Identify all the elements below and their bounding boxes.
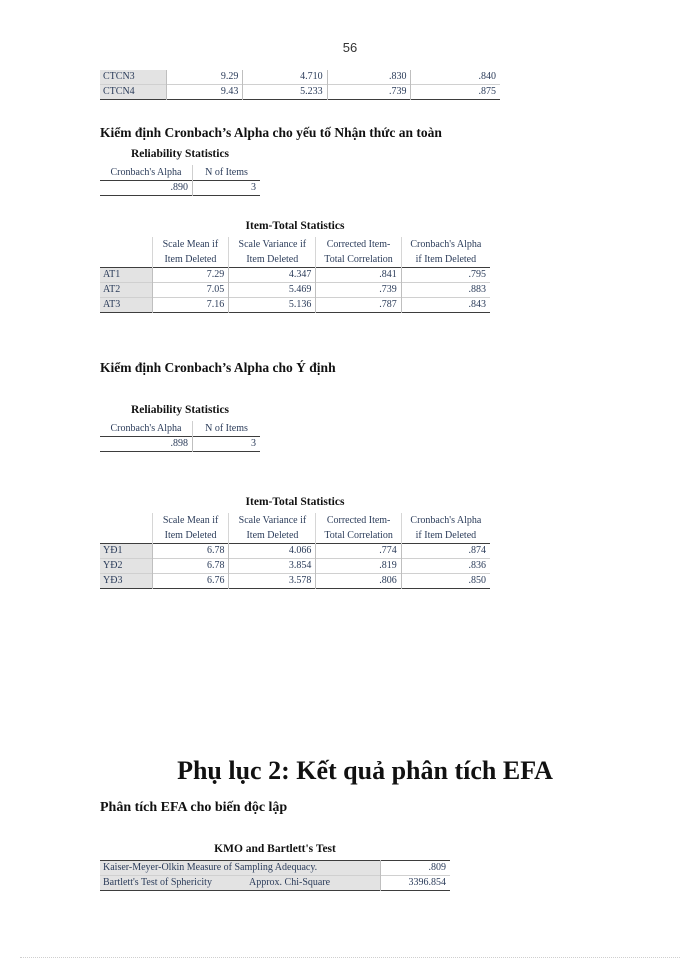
cell: .787	[316, 298, 401, 313]
cell: 4.710	[243, 70, 327, 85]
column-header: Scale Mean if	[152, 237, 229, 252]
cell: 5.469	[229, 283, 316, 298]
table-row	[100, 268, 490, 283]
cell: 9.29	[167, 70, 243, 85]
column-header: Total Correlation	[316, 252, 401, 268]
column-header: Item Deleted	[152, 252, 229, 268]
cell: .883	[401, 283, 490, 298]
page-bottom-divider	[20, 957, 680, 958]
table-row	[100, 85, 500, 100]
row-label: CTCN3	[100, 70, 167, 85]
table-header	[100, 513, 490, 528]
column-header: Cronbach's Alpha	[401, 237, 490, 252]
column-header: Cronbach's Alpha	[110, 167, 182, 178]
kmo-table	[100, 860, 450, 891]
column-header: Item Deleted	[152, 528, 229, 544]
reliability-title: Reliability Statistics	[130, 404, 230, 416]
cell: 5.136	[229, 298, 316, 313]
cell: 4.347	[229, 268, 316, 283]
row-sublabel: Approx. Chi-Square	[246, 876, 381, 891]
kmo-value: .809	[381, 861, 451, 876]
n-items-value: 3	[193, 181, 261, 196]
cell: .806	[316, 574, 401, 589]
column-header: Item Deleted	[229, 528, 316, 544]
row-label: AT1	[100, 268, 152, 283]
cell: 5.233	[243, 85, 327, 100]
item-total-title: Item-Total Statistics	[245, 496, 345, 508]
cell: 9.43	[167, 85, 243, 100]
cell: .739	[316, 283, 401, 298]
cell: 6.78	[152, 544, 229, 559]
cell: .874	[401, 544, 490, 559]
column-header: N of Items	[193, 165, 261, 181]
cell: .830	[327, 70, 411, 85]
table-row	[100, 861, 450, 876]
item-total-table	[100, 237, 490, 313]
column-header: Scale Mean if	[152, 513, 229, 528]
alpha-value: .898	[170, 438, 188, 449]
cell: .774	[316, 544, 401, 559]
table-header	[100, 165, 260, 181]
table-row	[100, 70, 500, 85]
table-row	[100, 559, 490, 574]
reliability-table	[100, 165, 260, 196]
column-header: if Item Deleted	[401, 528, 490, 544]
row-label: YĐ2	[100, 559, 152, 574]
column-header: N of Items	[193, 421, 261, 437]
row-label: YĐ1	[100, 544, 152, 559]
section-heading-intention: Kiểm định Cronbach’s Alpha cho Ý định	[100, 360, 336, 375]
table-header	[100, 421, 260, 437]
cell: .843	[401, 298, 490, 313]
cell: 4.066	[229, 544, 316, 559]
cell: .739	[327, 85, 411, 100]
cell: 3.854	[229, 559, 316, 574]
item-total-title: Item-Total Statistics	[245, 220, 345, 232]
reliability-title: Reliability Statistics	[130, 148, 230, 160]
cell: .875	[411, 85, 500, 100]
cell: 7.16	[152, 298, 229, 313]
column-header: Total Correlation	[316, 528, 401, 544]
table-row	[100, 298, 490, 313]
cell: .850	[401, 574, 490, 589]
column-header: Cronbach's Alpha	[110, 423, 182, 434]
appendix-title: Phụ lục 2: Kết quả phân tích EFA	[177, 756, 553, 785]
cell: 6.78	[152, 559, 229, 574]
table-row	[100, 283, 490, 298]
column-header: Cronbach's Alpha	[401, 513, 490, 528]
column-header: Scale Variance if	[229, 237, 316, 252]
cell: .840	[411, 70, 500, 85]
column-header: Item Deleted	[229, 252, 316, 268]
kmo-title: KMO and Bartlett's Test	[214, 843, 336, 855]
cell: .836	[401, 559, 490, 574]
table-header	[100, 237, 490, 252]
table-row	[100, 876, 450, 891]
reliability-table	[100, 421, 260, 452]
row-label: Bartlett's Test of Sphericity	[100, 876, 246, 891]
cell: .819	[316, 559, 401, 574]
table-header	[100, 528, 490, 544]
item-total-table	[100, 513, 490, 589]
row-label: YĐ3	[100, 574, 152, 589]
table-row	[100, 181, 260, 196]
row-label: Kaiser-Meyer-Olkin Measure of Sampling Adequacy.	[100, 861, 381, 876]
row-label: AT3	[100, 298, 152, 313]
efa-subheading: Phân tích EFA cho biến độc lập	[100, 800, 288, 815]
table-row	[100, 544, 490, 559]
page-number: 56	[342, 40, 358, 55]
section-heading-safety: Kiểm định Cronbach’s Alpha cho yếu tố Nhận thức an toàn	[100, 125, 442, 140]
table-row	[100, 574, 490, 589]
cell: 6.76	[152, 574, 229, 589]
column-header: Scale Variance if	[229, 513, 316, 528]
cell: 7.29	[152, 268, 229, 283]
cell: 7.05	[152, 283, 229, 298]
column-header: Corrected Item-	[316, 513, 401, 528]
alpha-value: .890	[170, 182, 188, 193]
cell: 3.578	[229, 574, 316, 589]
n-items-value: 3	[193, 437, 261, 452]
ctcn-table	[100, 70, 500, 100]
row-label: CTCN4	[100, 85, 167, 100]
column-header: if Item Deleted	[401, 252, 490, 268]
column-header: Corrected Item-	[316, 237, 401, 252]
table-header	[100, 252, 490, 268]
chi-square-value: 3396.854	[381, 876, 451, 891]
cell: .795	[401, 268, 490, 283]
row-label: AT2	[100, 283, 152, 298]
cell: .841	[316, 268, 401, 283]
table-row	[100, 437, 260, 452]
